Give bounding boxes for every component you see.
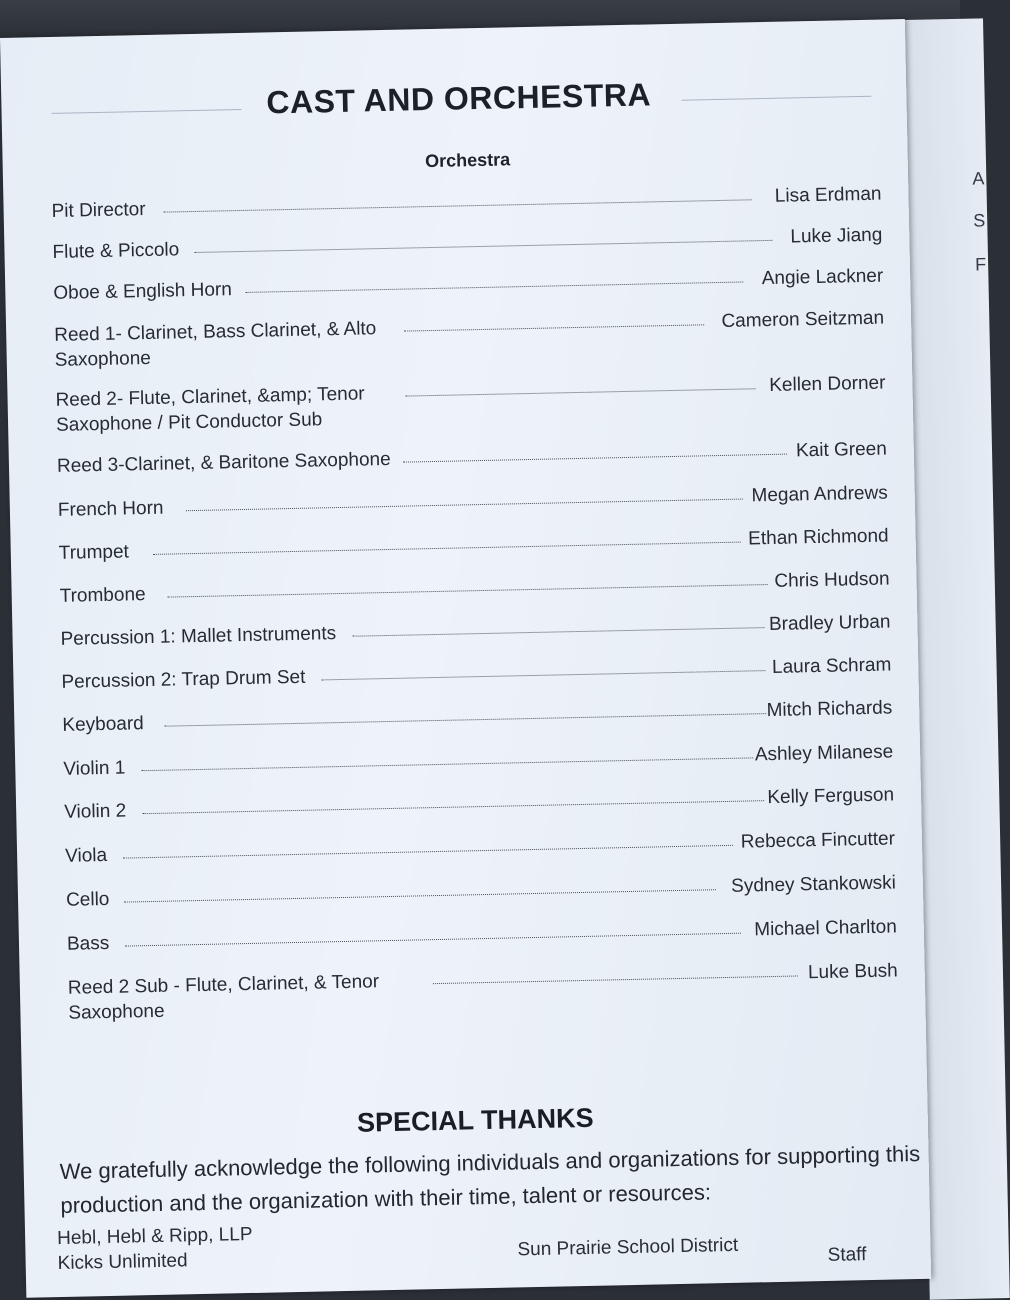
player-name: Kait Green bbox=[795, 438, 888, 462]
role-label: French Horn bbox=[57, 497, 164, 521]
next-page-letter: F bbox=[974, 254, 987, 275]
orchestra-row bbox=[57, 482, 888, 521]
orchestra-row bbox=[55, 372, 886, 436]
orchestra-row bbox=[61, 653, 892, 693]
role-label: Trumpet bbox=[58, 541, 130, 564]
role-label: Violin 2 bbox=[64, 800, 127, 823]
role-label: Trombone bbox=[59, 584, 146, 607]
player-name: Luke Jiang bbox=[790, 224, 883, 248]
dot-leader bbox=[433, 975, 798, 984]
dot-leader bbox=[195, 240, 773, 253]
page-title: CAST AND ORCHESTRA bbox=[266, 76, 652, 121]
orchestra-row bbox=[51, 183, 882, 222]
dot-leader bbox=[404, 324, 704, 331]
special-thanks-intro: We gratefully acknowledge the following individuals and organizations for supporting this production and the organization with their time, talent or resources: bbox=[59, 1140, 921, 1218]
dot-leader bbox=[403, 454, 787, 463]
dot-leader bbox=[322, 670, 766, 680]
orchestra-row bbox=[63, 740, 894, 780]
dot-leader bbox=[124, 889, 716, 902]
program-page bbox=[0, 19, 931, 1298]
player-name: Angie Lackner bbox=[761, 265, 884, 290]
orchestra-row bbox=[64, 783, 895, 823]
dot-leader bbox=[186, 499, 743, 512]
player-name: Luke Bush bbox=[807, 960, 898, 984]
role-label: Reed 3-Clarinet, & Baritone Saxophone bbox=[56, 448, 391, 477]
role-label: Bass bbox=[66, 932, 110, 955]
next-page-letter: A bbox=[972, 168, 985, 189]
role-label: Percussion 1: Mallet Instruments bbox=[60, 623, 337, 650]
dot-leader bbox=[153, 542, 741, 555]
role-label: Reed 2- Flute, Clarinet, &amp; Tenor bbox=[55, 383, 365, 411]
role-label-continued: Saxophone bbox=[54, 347, 152, 371]
orchestra-row bbox=[56, 438, 888, 477]
thanks-item: Hebl, Hebl & Ripp, LLP bbox=[56, 1223, 253, 1250]
thanks-item: Sun Prairie School District bbox=[517, 1234, 739, 1261]
dot-leader bbox=[353, 627, 765, 637]
next-page-letter: S bbox=[972, 210, 986, 231]
role-label: Oboe & English Horn bbox=[53, 279, 233, 304]
orchestra-row bbox=[54, 307, 885, 371]
dot-leader bbox=[164, 713, 766, 727]
role-label: Keyboard bbox=[62, 713, 144, 736]
player-name: Megan Andrews bbox=[751, 482, 888, 507]
player-name: Kellen Dorner bbox=[769, 372, 886, 396]
role-label: Pit Director bbox=[51, 198, 146, 222]
role-label-continued: Saxophone / Pit Conductor Sub bbox=[55, 409, 323, 436]
player-name: Bradley Urban bbox=[768, 611, 891, 636]
player-name: Mitch Richards bbox=[766, 697, 893, 722]
player-name: Ethan Richmond bbox=[747, 525, 889, 550]
dot-leader bbox=[164, 199, 752, 212]
orchestra-row bbox=[59, 567, 890, 607]
player-name: Chris Hudson bbox=[774, 568, 890, 592]
role-label: Percussion 2: Trap Drum Set bbox=[61, 666, 306, 693]
orchestra-row bbox=[53, 265, 884, 304]
orchestra-row bbox=[65, 871, 897, 911]
player-name: Kelly Ferguson bbox=[767, 784, 895, 809]
dot-leader bbox=[142, 800, 764, 814]
player-name: Cameron Seitzman bbox=[721, 307, 885, 332]
orchestra-row bbox=[58, 525, 889, 564]
player-name: Michael Charlton bbox=[754, 916, 898, 941]
player-name: Laura Schram bbox=[771, 654, 892, 678]
thanks-item: Kicks Unlimited bbox=[57, 1250, 188, 1275]
player-name: Lisa Erdman bbox=[774, 183, 882, 207]
orchestra-row bbox=[67, 959, 898, 1024]
orchestra-row bbox=[64, 827, 896, 867]
dot-leader bbox=[245, 281, 743, 292]
player-name: Ashley Milanese bbox=[754, 741, 894, 766]
role-label: Viola bbox=[64, 844, 108, 867]
player-name: Sydney Stankowski bbox=[730, 872, 897, 897]
orchestra-row bbox=[60, 610, 891, 650]
dot-leader bbox=[141, 757, 753, 771]
orchestra-row bbox=[62, 696, 893, 736]
orchestra-row bbox=[52, 224, 883, 263]
role-label: Violin 1 bbox=[63, 757, 126, 780]
dot-leader bbox=[125, 933, 741, 947]
dot-leader bbox=[406, 388, 756, 396]
role-label-continued: Saxophone bbox=[68, 1000, 165, 1024]
dot-leader bbox=[168, 584, 768, 598]
player-name: Rebecca Fincutter bbox=[740, 828, 896, 853]
role-label: Cello bbox=[65, 888, 110, 911]
orchestra-heading: Orchestra bbox=[424, 149, 511, 172]
role-label: Reed 2 Sub - Flute, Clarinet, & Tenor bbox=[67, 971, 380, 999]
special-thanks-heading: SPECIAL THANKS bbox=[356, 1102, 594, 1138]
role-label: Reed 1- Clarinet, Bass Clarinet, & Alto bbox=[54, 318, 377, 346]
thanks-item: Staff bbox=[827, 1244, 867, 1266]
orchestra-row bbox=[66, 915, 898, 955]
dot-leader bbox=[123, 845, 733, 859]
orchestra-list bbox=[48, 20, 898, 1024]
role-label: Flute & Piccolo bbox=[52, 239, 180, 263]
